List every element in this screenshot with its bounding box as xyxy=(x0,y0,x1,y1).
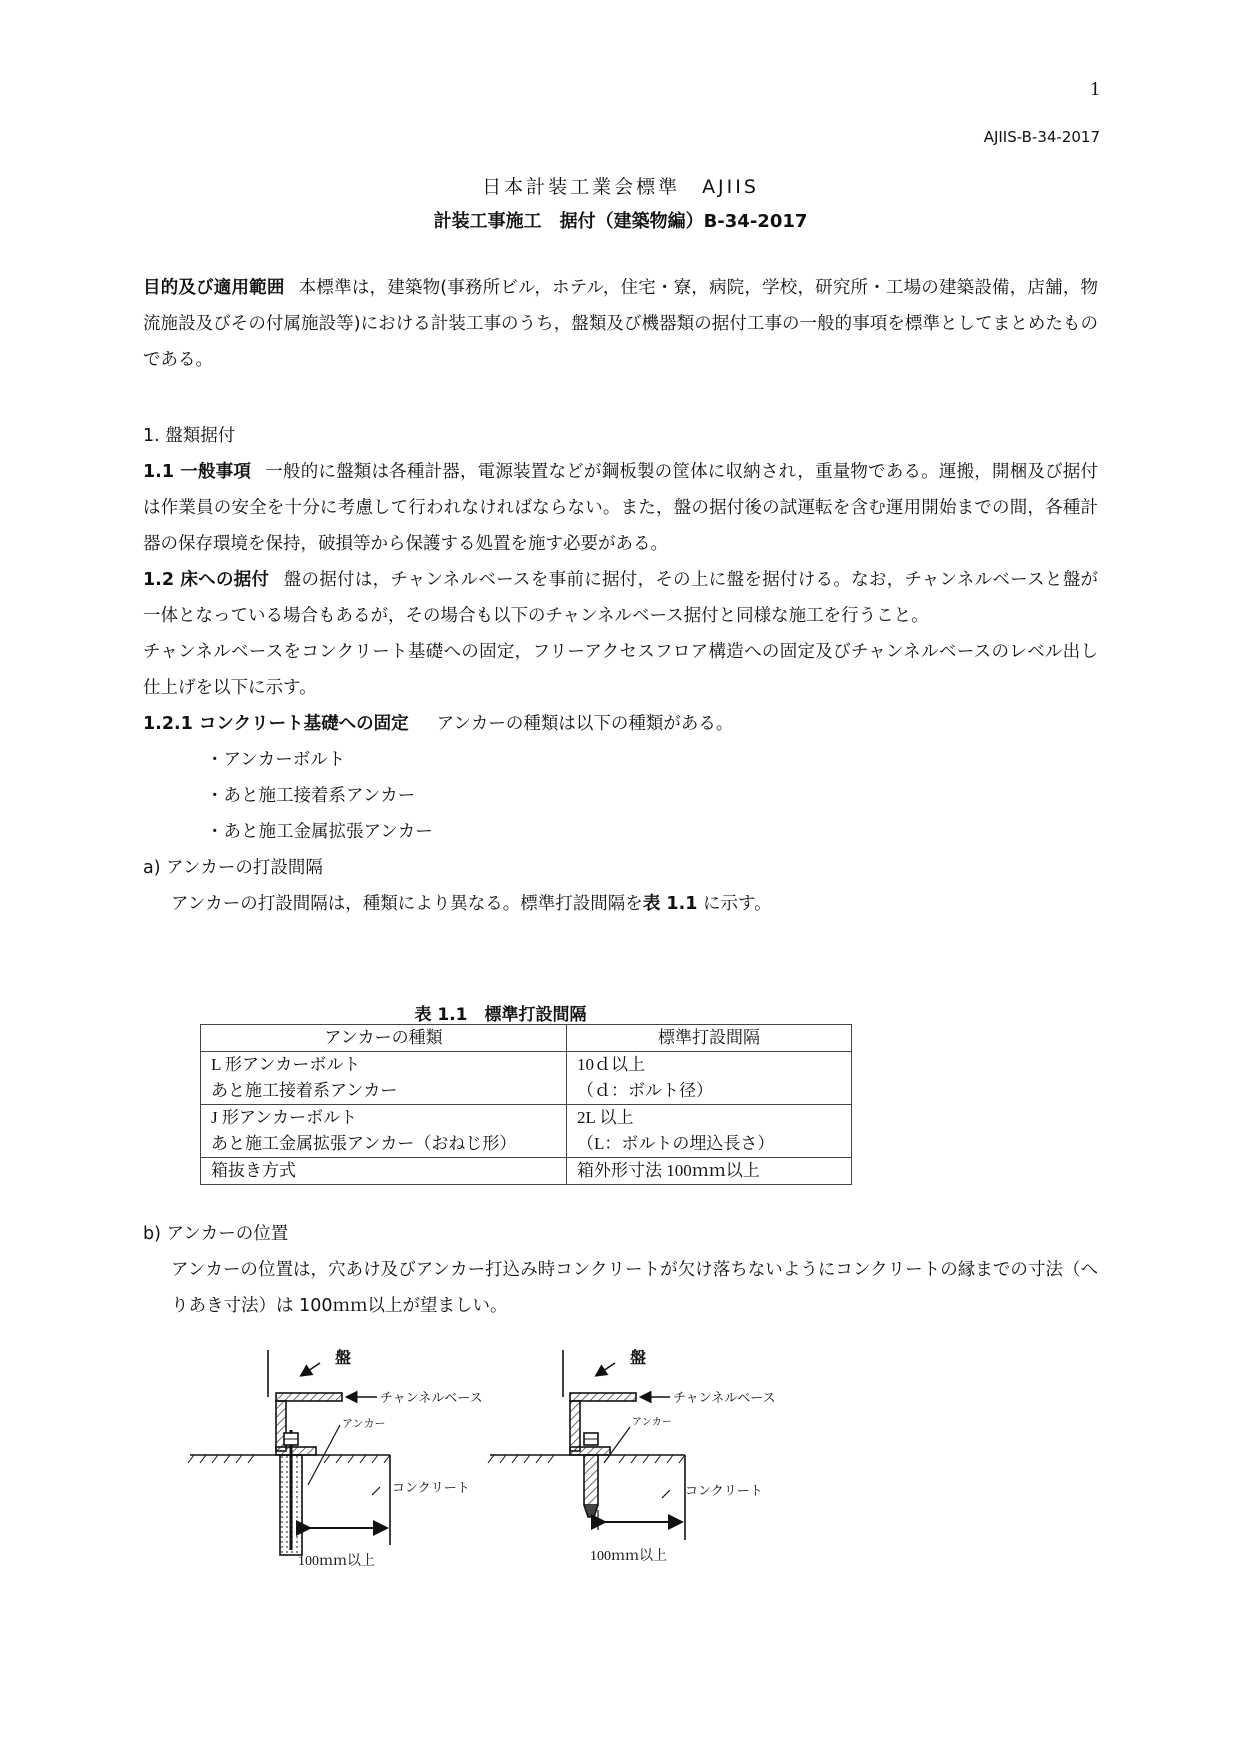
section-1-1-label: 1.1 一般事項 xyxy=(143,462,252,482)
list-item: ・あと施工金属拡張アンカー xyxy=(206,822,433,842)
table-header: アンカーの種類 xyxy=(201,1025,567,1052)
table-header-row xyxy=(201,1025,852,1052)
sub-a-text-end: に示す。 xyxy=(697,894,772,914)
left-diagram xyxy=(180,1350,580,1555)
label-panel: 盤 xyxy=(335,1348,352,1367)
label-concrete: コンクリート xyxy=(392,1481,470,1496)
label-panel: 盤 xyxy=(630,1348,647,1367)
section-1-2-text: 盤の据付は，チャンネルベースを事前に据付，その上に盤を据付ける。なお，チャンネルベースと盤が一体となっている場合もあるが，その場合も以下のチャンネルベース据付と同様な施工を行うこと。 xyxy=(143,570,1098,626)
table-cell: 箱外形寸法 100ｍｍ以上 xyxy=(567,1158,852,1185)
list-item: ・アンカーボルト xyxy=(206,750,346,770)
sub-b-heading: b) アンカーの位置 xyxy=(143,1224,289,1244)
table-row xyxy=(201,1105,852,1158)
section-1-2-label: 1.2 床への据付 xyxy=(143,570,270,590)
section-1-2-text2: チャンネルベースをコンクリート基礎への固定，フリーアクセスフロア構造への固定及びチャンネルベースのレベル出し仕上げを以下に示す。 xyxy=(143,642,1098,698)
table-cell: 10ｄ以上 （ｄ：ボルト径） xyxy=(567,1052,852,1105)
table-row xyxy=(201,1158,852,1185)
label-channel-base: チャンネルベース xyxy=(380,1391,483,1406)
table-ref: 表 1.1 xyxy=(642,894,698,914)
table-cell: J 形アンカーボルト あと施工金属拡張アンカー（おねじ形） xyxy=(201,1105,567,1158)
sub-a-text: アンカーの打設間隔は，種類により異なる。標準打設間隔を xyxy=(171,894,643,914)
document-title: 計装工事施工 据付（建築物編）B-34-2017 xyxy=(433,211,808,232)
label-concrete: コンクリート xyxy=(685,1484,763,1499)
purpose-text: 本標準は，建築物(事務所ビル，ホテル，住宅・寮，病院，学校，研究所・工場の建築設備，店舗，物流施設及びその付属施設等)における計装工事のうち，盤類及び機器類の据付工事の一般的事項を標準としてまとめたものである。 xyxy=(143,278,1099,370)
table-cell: L 形アンカーボルト あと施工接着系アンカー xyxy=(201,1052,567,1105)
table-row xyxy=(201,1052,852,1105)
table-header: 標準打設間隔 xyxy=(567,1025,852,1052)
sub-a-heading: a) アンカーの打設間隔 xyxy=(143,858,323,878)
section-b xyxy=(143,1216,1098,1324)
list-item: ・あと施工接着系アンカー xyxy=(206,786,416,806)
standard-title: 日本計装工業会標準 AJIIS xyxy=(482,176,759,198)
label-anchor: アンカー xyxy=(632,1417,672,1428)
anchor-position-figure xyxy=(180,1335,820,1585)
table-cell: 2L 以上 （L：ボルトの埋込長さ） xyxy=(567,1105,852,1158)
label-anchor: アンカー xyxy=(342,1417,386,1430)
right-diagram xyxy=(488,1350,685,1540)
table-caption: 表 1.1 標準打設間隔 xyxy=(414,1005,587,1025)
label-dimension: 100ｍｍ以上 xyxy=(298,1554,375,1569)
anchor-spacing-table xyxy=(200,1024,852,1185)
label-channel-base: チャンネルベース xyxy=(673,1391,776,1406)
section-1 xyxy=(143,418,1098,922)
document-id: AJIIS-B-34-2017 xyxy=(983,128,1100,146)
table-cell: 箱抜き方式 xyxy=(201,1158,567,1185)
section-1-2-1-text: アンカーの種類は以下の種類がある。 xyxy=(436,714,734,734)
label-dimension: 100ｍｍ以上 xyxy=(590,1549,667,1564)
purpose-label: 目的及び適用範囲 xyxy=(143,278,285,298)
purpose-section xyxy=(143,270,1098,378)
sub-b-text: アンカーの位置は，穴あけ及びアンカー打込み時コンクリートが欠け落ちないようにコンクリートの縁までの寸法（へりあき寸法）は 100ｍｍ以上が望ましい。 xyxy=(171,1260,1098,1316)
section-1-2-1-label: 1.2.1 コンクリート基礎への固定 xyxy=(143,714,409,734)
page-number: 1 xyxy=(1090,78,1100,100)
section-1-heading: 1. 盤類据付 xyxy=(143,426,236,446)
section-1-1-text: 一般的に盤類は各種計器，電源装置などが鋼板製の筐体に収納され，重量物である。運搬，開梱及び据付は作業員の安全を十分に考慮して行われなければならない。また，盤の据付後の試運転を含む運用開始までの間，各種計器の保存環境を保持，破損等から保護する処置を施す必要がある。 xyxy=(143,462,1099,554)
